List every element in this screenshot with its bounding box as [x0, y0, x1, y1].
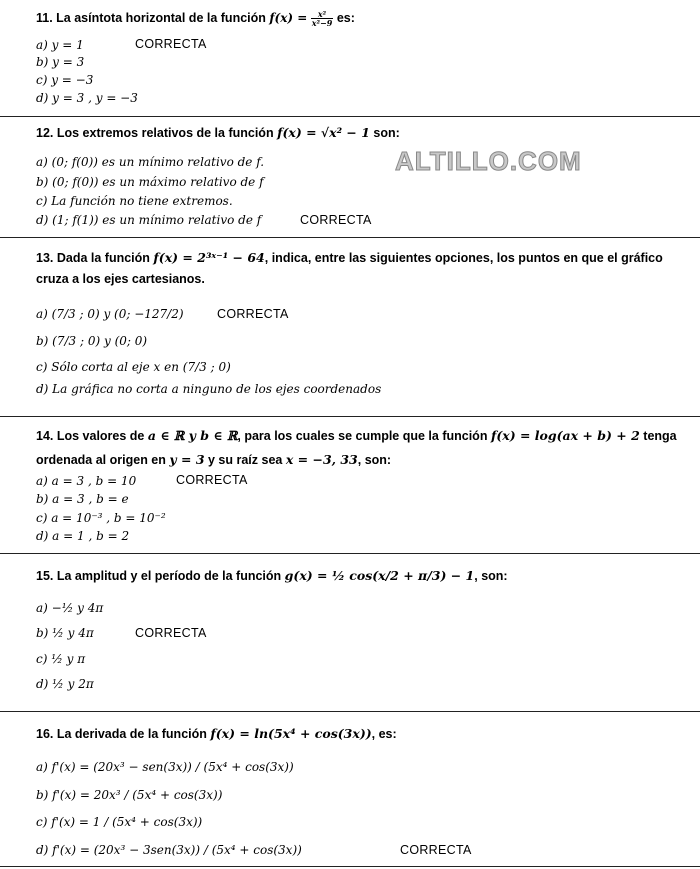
- denominator: x²−9: [311, 18, 333, 29]
- option-c[interactable]: [36, 194, 233, 208]
- question-15-title: [36, 568, 508, 583]
- option-text: a) y = 1: [36, 38, 84, 52]
- numerator: x²: [311, 10, 334, 19]
- option-d[interactable]: [36, 91, 138, 105]
- option-a[interactable]: [36, 760, 294, 774]
- option-text: c) La función no tiene extremos.: [36, 194, 233, 208]
- option-c[interactable]: [36, 815, 202, 829]
- option-text: a) −½ y 4π: [36, 601, 104, 615]
- option-text: a) f'(x) = (20x³ − sen(3x)) / (5x⁴ + cos(3x)): [36, 760, 294, 774]
- question-13-title-line2: cruza a los ejes cartesianos.: [36, 272, 205, 286]
- option-c[interactable]: [36, 73, 93, 87]
- option-a[interactable]: [36, 601, 103, 615]
- option-b[interactable]: [36, 626, 94, 640]
- option-text: b) (7/3 ; 0) y (0; 0): [36, 334, 148, 348]
- question-title-text: 13. Dada la función: [36, 251, 150, 265]
- option-text: c) ½ y π: [36, 652, 86, 666]
- correct-marker: CORRECTA: [135, 37, 207, 51]
- correct-marker: CORRECTA: [217, 307, 289, 321]
- option-text: d) (1; f(1)) es un mínimo relativo de f: [36, 213, 262, 227]
- option-text: c) f'(x) = 1 / (5x⁴ + cos(3x)): [36, 815, 203, 829]
- option-d[interactable]: [36, 213, 261, 227]
- option-text: b) f'(x) = 20x³ / (5x⁴ + cos(3x)): [36, 788, 223, 802]
- option-a[interactable]: [36, 474, 136, 488]
- correct-marker: CORRECTA: [400, 843, 472, 857]
- question-title-text: 16. La derivada de la función: [36, 727, 207, 741]
- question-suffix: es:: [336, 11, 355, 26]
- divider: [0, 866, 700, 867]
- question-14-title-line2: [36, 452, 391, 467]
- option-text: c) Sólo corta al eje x en (7/3 ; 0): [36, 360, 231, 374]
- option-text: d) ½ y 2π: [36, 677, 94, 691]
- option-text: a) (7/3 ; 0) y (0; −127/2): [36, 307, 184, 321]
- question-title-text: tenga: [643, 429, 677, 443]
- question-title-text: 12. Los extremos relativos de la función: [36, 126, 274, 140]
- question-16-title: [36, 726, 397, 741]
- option-a[interactable]: [36, 155, 264, 169]
- question-title-text: , para los cuales se cumple que la función: [237, 429, 488, 443]
- option-text: b) ½ y 4π: [36, 626, 94, 640]
- divider: [0, 116, 700, 117]
- question-12-title: [36, 125, 400, 140]
- option-c[interactable]: [36, 360, 231, 374]
- question-suffix: , son:: [474, 569, 508, 583]
- function-formula: f(x) = 2³ˣ⁻¹ − 64: [153, 250, 265, 265]
- option-text: d) f'(x) = (20x³ − 3sen(3x)) / (5x⁴ + cos(3x)): [36, 843, 302, 857]
- option-text: a) a = 3 , b = 10: [36, 474, 137, 488]
- question-title-text: 11. La asíntota horizontal de la función: [36, 11, 266, 26]
- correct-marker: CORRECTA: [176, 473, 248, 487]
- option-text: d) La gráfica no corta a ninguno de los ejes coordenados: [36, 382, 382, 396]
- divider: [0, 553, 700, 554]
- question-title-text: ordenada al origen en: [36, 453, 166, 467]
- option-text: c) a = 10⁻³ , b = 10⁻²: [36, 511, 166, 525]
- question-title-text: 14. Los valores de: [36, 429, 145, 443]
- function-formula: f(x) = log(ax + b) + 2: [490, 428, 640, 443]
- option-b[interactable]: [36, 55, 84, 69]
- option-b[interactable]: [36, 788, 222, 802]
- option-d[interactable]: [36, 677, 94, 691]
- option-d[interactable]: [36, 382, 381, 396]
- correct-marker: CORRECTA: [135, 626, 207, 640]
- option-text: b) (0; f(0)) es un máximo relativo de f: [36, 175, 264, 189]
- function-label: f(x) =: [269, 11, 308, 26]
- function-formula: g(x) = ½ cos(x/2 + π/3) − 1: [284, 568, 475, 583]
- question-suffix: , es:: [371, 727, 397, 741]
- divider: [0, 237, 700, 238]
- option-b[interactable]: [36, 492, 129, 506]
- divider: [0, 711, 700, 712]
- question-11-title: [36, 10, 355, 28]
- function-formula: f(x) = ln(5x⁴ + cos(3x)): [210, 726, 372, 741]
- option-text: a) (0; f(0)) es un mínimo relativo de f.: [36, 155, 265, 169]
- divider: [0, 416, 700, 417]
- question-14-title: [36, 428, 677, 443]
- option-text: d) y = 3 , y = −3: [36, 91, 138, 105]
- option-c[interactable]: [36, 652, 85, 666]
- option-d[interactable]: [36, 843, 302, 857]
- option-text: b) y = 3: [36, 55, 85, 69]
- watermark-logo: ALTILLO.COM: [395, 146, 582, 176]
- correct-marker: CORRECTA: [300, 213, 372, 227]
- fraction: [311, 10, 334, 28]
- option-text: b) a = 3 , b = e: [36, 492, 129, 506]
- question-13-title: [36, 250, 663, 265]
- question-title-text: y su raíz sea: [208, 453, 283, 467]
- math-text: y = 3: [169, 452, 205, 467]
- question-suffix: son:: [373, 126, 400, 140]
- option-b[interactable]: [36, 334, 147, 348]
- math-text: a ∈ ℝ y b ∈ ℝ: [147, 428, 238, 443]
- function-formula: f(x) = √x² − 1: [277, 125, 370, 140]
- option-d[interactable]: [36, 529, 129, 543]
- option-c[interactable]: [36, 511, 166, 525]
- option-text: c) y = −3: [36, 73, 94, 87]
- math-text: x = −3, 33: [285, 452, 358, 467]
- option-a[interactable]: [36, 38, 84, 52]
- option-text: d) a = 1 , b = 2: [36, 529, 130, 543]
- question-title-text: , son:: [357, 453, 392, 467]
- question-title-text: 15. La amplitud y el período de la función: [36, 569, 282, 583]
- option-b[interactable]: [36, 175, 264, 189]
- option-a[interactable]: [36, 307, 184, 321]
- question-title-text: , indica, entre las siguientes opciones, los puntos en que el gráfico: [264, 251, 663, 265]
